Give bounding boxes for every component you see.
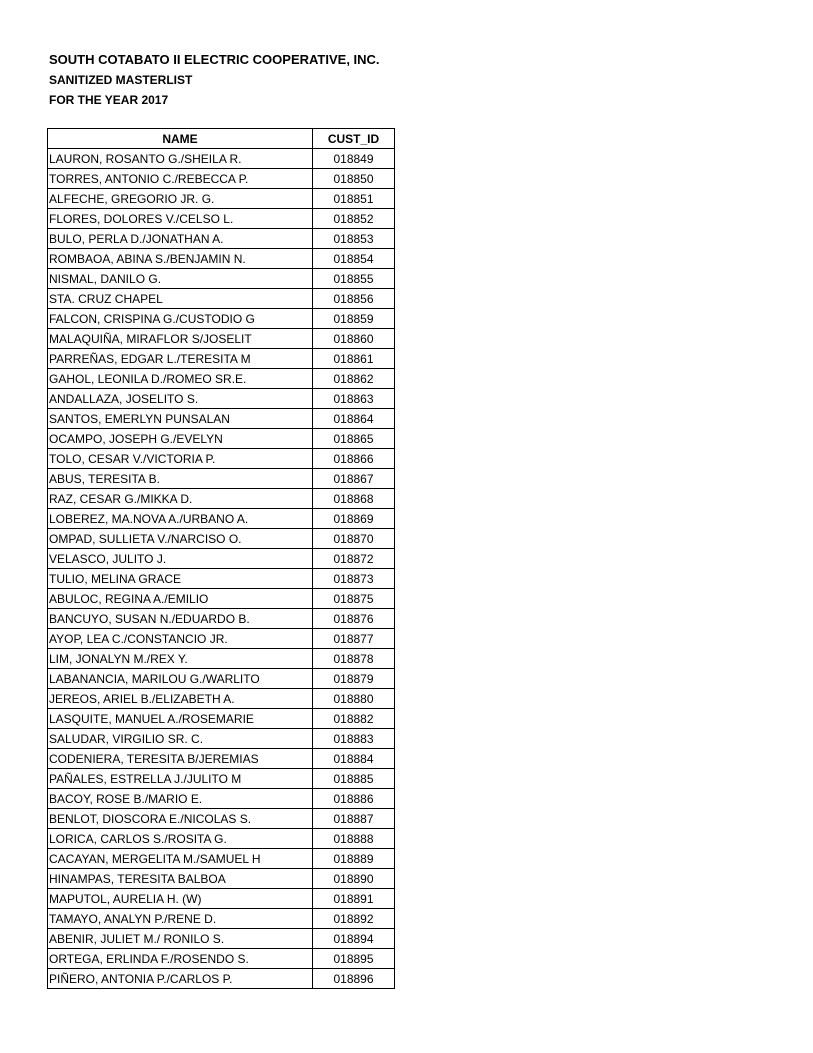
table-row (48, 669, 395, 689)
customer-name-cell: GAHOL, LEONILA D./ROMEO SR.E. (48, 369, 313, 389)
customer-name-cell: NISMAL, DANILO G. (48, 269, 313, 289)
customer-id-cell: 018868 (313, 489, 395, 509)
customer-id-cell: 018895 (313, 949, 395, 969)
customer-id-cell: 018879 (313, 669, 395, 689)
customer-id-cell: 018866 (313, 449, 395, 469)
table-row (48, 429, 395, 449)
customer-id-cell: 018850 (313, 169, 395, 189)
customer-name-cell: LORICA, CARLOS S./ROSITA G. (48, 829, 313, 849)
table-row (48, 149, 395, 169)
customer-name-cell: TULIO, MELINA GRACE (48, 569, 313, 589)
customer-id-cell: 018851 (313, 189, 395, 209)
customer-name-cell: ABULOC, REGINA A./EMILIO (48, 589, 313, 609)
table-row (48, 269, 395, 289)
customer-id-cell: 018880 (313, 689, 395, 709)
customer-name-cell: MALAQUIÑA, MIRAFLOR S/JOSELIT (48, 329, 313, 349)
customer-id-cell: 018894 (313, 929, 395, 949)
table-row (48, 629, 395, 649)
column-header-cust-id: CUST_ID (313, 129, 395, 149)
customer-id-cell: 018892 (313, 909, 395, 929)
customer-id-cell: 018890 (313, 869, 395, 889)
customer-id-cell: 018864 (313, 409, 395, 429)
customer-name-cell: ABENIR, JULIET M./ RONILO S. (48, 929, 313, 949)
table-row (48, 789, 395, 809)
customer-id-cell: 018882 (313, 709, 395, 729)
table-row (48, 209, 395, 229)
customer-name-cell: TAMAYO, ANALYN P./RENE D. (48, 909, 313, 929)
table-row (48, 829, 395, 849)
customer-name-cell: RAZ, CESAR G./MIKKA D. (48, 489, 313, 509)
customer-id-cell: 018887 (313, 809, 395, 829)
customer-id-cell: 018872 (313, 549, 395, 569)
document-header (49, 50, 380, 110)
customer-id-cell: 018855 (313, 269, 395, 289)
customer-name-cell: STA. CRUZ CHAPEL (48, 289, 313, 309)
customer-id-cell: 018862 (313, 369, 395, 389)
table-row (48, 189, 395, 209)
customer-name-cell: VELASCO, JULITO J. (48, 549, 313, 569)
customer-name-cell: OMPAD, SULLIETA V./NARCISO O. (48, 529, 313, 549)
customer-name-cell: BACOY, ROSE B./MARIO E. (48, 789, 313, 809)
customer-id-cell: 018876 (313, 609, 395, 629)
table-row (48, 309, 395, 329)
customer-id-cell: 018884 (313, 749, 395, 769)
table-row (48, 349, 395, 369)
year-title: FOR THE YEAR 2017 (49, 93, 169, 107)
customer-id-cell: 018873 (313, 569, 395, 589)
customer-name-cell: PIÑERO, ANTONIA P./CARLOS P. (48, 969, 313, 989)
customer-id-cell: 018854 (313, 249, 395, 269)
table-row (48, 649, 395, 669)
customer-id-cell: 018856 (313, 289, 395, 309)
table-row (48, 329, 395, 349)
table-row (48, 449, 395, 469)
customer-id-cell: 018891 (313, 889, 395, 909)
customer-id-cell: 018889 (313, 849, 395, 869)
customer-id-cell: 018869 (313, 509, 395, 529)
table-row (48, 689, 395, 709)
customer-id-cell: 018885 (313, 769, 395, 789)
table-row (48, 869, 395, 889)
customer-name-cell: SANTOS, EMERLYN PUNSALAN (48, 409, 313, 429)
customer-name-cell: BENLOT, DIOSCORA E./NICOLAS S. (48, 809, 313, 829)
customer-id-cell: 018888 (313, 829, 395, 849)
table-row (48, 469, 395, 489)
table-row (48, 589, 395, 609)
table-row (48, 969, 395, 989)
table-row (48, 409, 395, 429)
customer-name-cell: BANCUYO, SUSAN N./EDUARDO B. (48, 609, 313, 629)
customer-name-cell: MAPUTOL, AURELIA H. (W) (48, 889, 313, 909)
table-row (48, 549, 395, 569)
table-row (48, 849, 395, 869)
customer-name-cell: ORTEGA, ERLINDA F./ROSENDO S. (48, 949, 313, 969)
masterlist-table (47, 128, 395, 989)
customer-name-cell: LOBEREZ, MA.NOVA A./URBANO A. (48, 509, 313, 529)
table-row (48, 609, 395, 629)
customer-id-cell: 018849 (313, 149, 395, 169)
table-row (48, 249, 395, 269)
customer-id-cell: 018896 (313, 969, 395, 989)
customer-name-cell: LASQUITE, MANUEL A./ROSEMARIE (48, 709, 313, 729)
list-title: SANITIZED MASTERLIST (49, 73, 193, 87)
table-header-row (48, 129, 395, 149)
customer-name-cell: LABANANCIA, MARILOU G./WARLITO (48, 669, 313, 689)
customer-id-cell: 018877 (313, 629, 395, 649)
customer-id-cell: 018860 (313, 329, 395, 349)
customer-name-cell: ALFECHE, GREGORIO JR. G. (48, 189, 313, 209)
customer-name-cell: FALCON, CRISPINA G./CUSTODIO G (48, 309, 313, 329)
table-row (48, 709, 395, 729)
table-row (48, 389, 395, 409)
customer-id-cell: 018886 (313, 789, 395, 809)
customer-id-cell: 018870 (313, 529, 395, 549)
customer-name-cell: CACAYAN, MERGELITA M./SAMUEL H (48, 849, 313, 869)
table-row (48, 569, 395, 589)
table-row (48, 229, 395, 249)
customer-name-cell: SALUDAR, VIRGILIO SR. C. (48, 729, 313, 749)
customer-name-cell: ABUS, TERESITA B. (48, 469, 313, 489)
table-row (48, 289, 395, 309)
table-row (48, 369, 395, 389)
company-title: SOUTH COTABATO II ELECTRIC COOPERATIVE, INC. (49, 52, 380, 67)
customer-name-cell: CODENIERA, TERESITA B/JEREMIAS (48, 749, 313, 769)
table-row (48, 909, 395, 929)
customer-name-cell: AYOP, LEA C./CONSTANCIO JR. (48, 629, 313, 649)
customer-name-cell: TOLO, CESAR V./VICTORIA P. (48, 449, 313, 469)
table-row (48, 949, 395, 969)
customer-name-cell: LAURON, ROSANTO G./SHEILA R. (48, 149, 313, 169)
table-row (48, 729, 395, 749)
customer-id-cell: 018875 (313, 589, 395, 609)
customer-name-cell: FLORES, DOLORES V./CELSO L. (48, 209, 313, 229)
customer-name-cell: PAÑALES, ESTRELLA J./JULITO M (48, 769, 313, 789)
customer-name-cell: BULO, PERLA D./JONATHAN A. (48, 229, 313, 249)
customer-name-cell: JEREOS, ARIEL B./ELIZABETH A. (48, 689, 313, 709)
table-row (48, 929, 395, 949)
customer-name-cell: OCAMPO, JOSEPH G./EVELYN (48, 429, 313, 449)
customer-id-cell: 018865 (313, 429, 395, 449)
customer-id-cell: 018859 (313, 309, 395, 329)
customer-id-cell: 018861 (313, 349, 395, 369)
table-row (48, 489, 395, 509)
customer-name-cell: ROMBAOA, ABINA S./BENJAMIN N. (48, 249, 313, 269)
customer-name-cell: PARREÑAS, EDGAR L./TERESITA M (48, 349, 313, 369)
column-header-name: NAME (48, 129, 313, 149)
customer-name-cell: TORRES, ANTONIO C./REBECCA P. (48, 169, 313, 189)
table-body (48, 149, 395, 989)
table-row (48, 889, 395, 909)
customer-id-cell: 018878 (313, 649, 395, 669)
customer-id-cell: 018867 (313, 469, 395, 489)
table-row (48, 509, 395, 529)
table-row (48, 169, 395, 189)
customer-id-cell: 018863 (313, 389, 395, 409)
customer-id-cell: 018852 (313, 209, 395, 229)
customer-name-cell: LIM, JONALYN M./REX Y. (48, 649, 313, 669)
customer-name-cell: ANDALLAZA, JOSELITO S. (48, 389, 313, 409)
table-row (48, 529, 395, 549)
customer-id-cell: 018853 (313, 229, 395, 249)
customer-name-cell: HINAMPAS, TERESITA BALBOA (48, 869, 313, 889)
table-row (48, 809, 395, 829)
customer-id-cell: 018883 (313, 729, 395, 749)
table-row (48, 749, 395, 769)
table-row (48, 769, 395, 789)
